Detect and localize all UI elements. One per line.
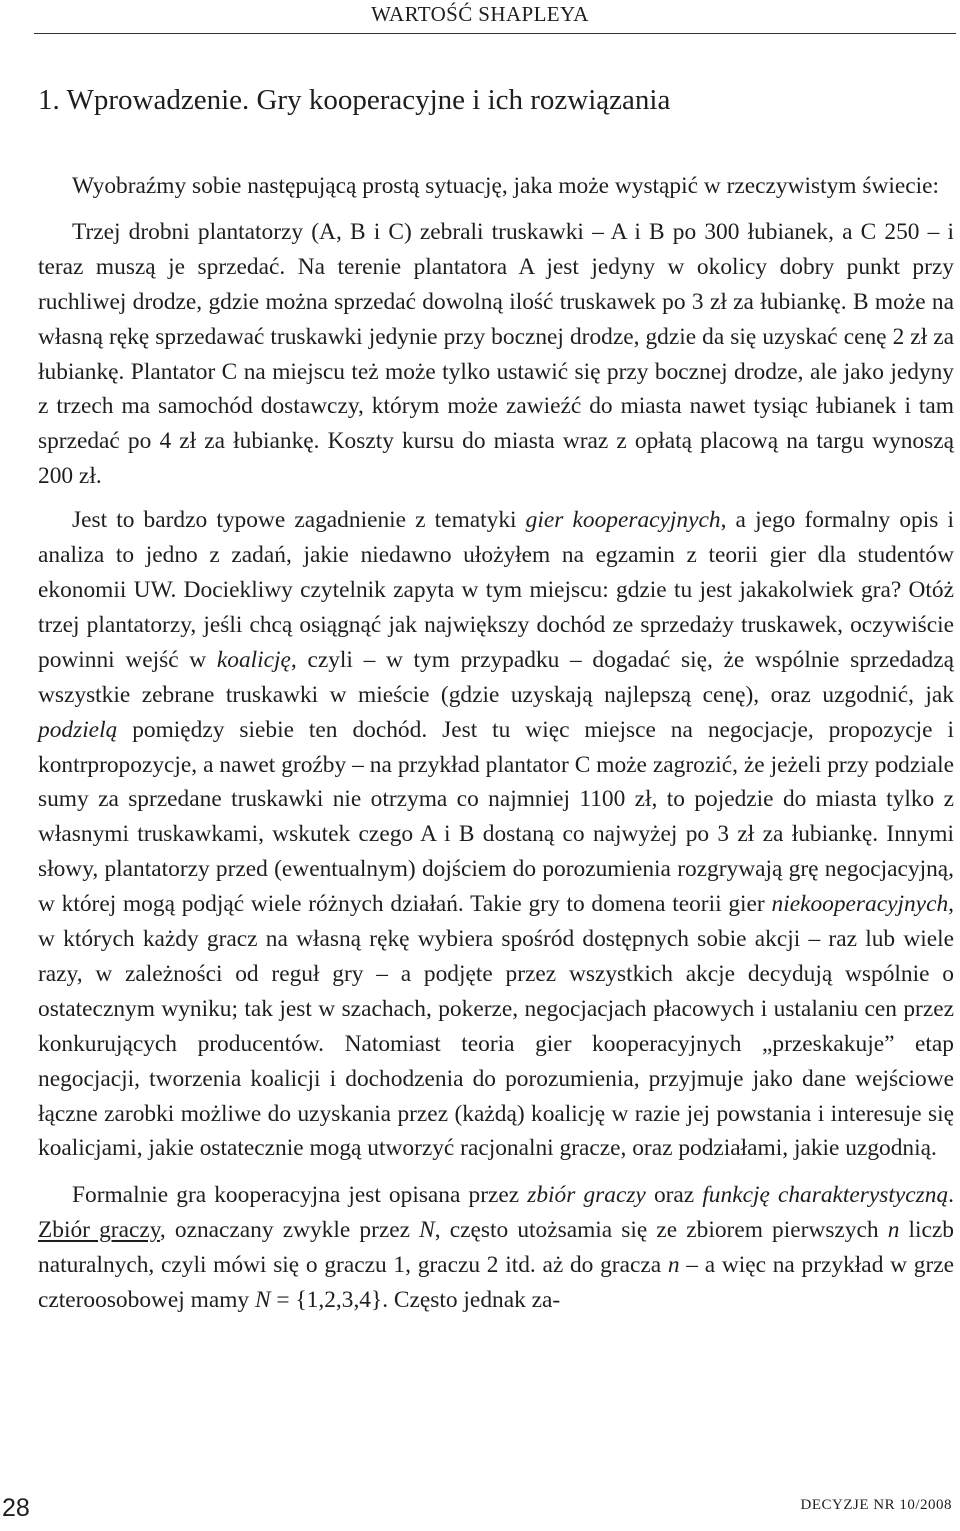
text-span: , w których każdy gracz na własną rękę wybiera spośród dostępnych sobie akcji – raz lub wiele razy, w zależności od reguł gry – a podjęte przez wszystkich akcje decydują wspólnie o ostatecznym wyniku; tak jest w szachach, pokerze, negocjacjach płacowych i ustalaniu cen przez konkurujących producentów. Natomiast teoria gier kooperacyjnych „przeskakuje” etap negocjacji, tworzenia koalicji i dochodzenia do porozumienia, przyjmuje jako dane wejściowe łączne zarobki możliwe do uzyskania przez (każdą) koalicję w razie jej powstania i interesuje się koalicjami, jakie ostatecznie mogą utworzyć racjonalni gracze, oraz podziałami, jakie uzgodnią. <box>38 891 954 1162</box>
underlined-term: Zbiór graczy <box>38 1217 160 1244</box>
text-span: Formalnie gra kooperacyjna jest opisana przez <box>72 1182 528 1209</box>
paragraph-cooperative-games <box>38 503 954 1166</box>
text-span: , a jego formalny opis i analiza to jedno z zadań, jakie niedawno ułożyłem na egzamin z teorii gier dla studentów ekonomii UW. Dociekliwy czytelnik zapyta w tym miejscu: gdzie tu jest jakakolwiek gra? Otóż trzej plantatorzy, jeśli chcą osiągnąć jak największy dochód ze sprzedaży truskawek, oczywiście powinni wejść w <box>38 507 954 673</box>
text-span: , często utożsamia się ze zbiorem pierwszych <box>434 1217 888 1244</box>
section-title: 1. Wprowadzenie. Gry kooperacyjne i ich rozwiązania <box>38 84 671 116</box>
text-span: , czyli – w tym przypadku – dogadać się, że wspólnie sprzedadzą wszystkie zebrane truskawki w mieście (gdzie uzyskają najlepszą cenę), oraz uzgodnić, jak <box>38 646 954 708</box>
italic-symbol: n <box>887 1217 900 1244</box>
running-head: WARTOŚĆ SHAPLEYA <box>371 2 589 26</box>
text-span: liczb naturalnych, czyli mówi się o graczu 1, graczu 2 itd. aż do gracza <box>38 1217 954 1279</box>
journal-footer: DECYZJE NR 10/2008 <box>800 1497 952 1513</box>
italic-term: gier kooperacyjnych <box>525 507 721 534</box>
italic-symbol: N <box>254 1287 271 1314</box>
italic-term: zbiór graczy <box>527 1182 646 1209</box>
text-span: , oznaczany zwykle przez <box>159 1217 420 1244</box>
paragraph-formal-definition <box>38 1178 954 1318</box>
header-rule <box>34 33 956 34</box>
text-span: – a więc na przykład w grze czteroosobowej mamy <box>38 1252 955 1314</box>
paragraph-scenario: Trzej drobni plantatorzy (A, B i C) zebrali truskawki – A i B po 300 łubianek, a C 250 – i teraz muszą je sprzedać. Na terenie plantatora A jest jedyny w okolicy dobry punkt przy ruchliwej drodze, gdzie można sprzedać dowolną ilość truskawek po 3 zł za łubiankę. B może na własną rękę sprzedawać truskawki jedynie przy bocznej drodze, gdzie da się uzyskać cenę 2 zł za łubiankę. Plantator C na miejscu też może tylko ustawić się przy bocznej drodze, ale jako jedyny z trzech ma samochód dostawczy, którym może zawieźć do miasta nawet tysiąc łubianek i tam sprzedać po 4 zł za łubiankę. Koszty kursu do miasta wraz z opłatą placową na targu wynoszą 200 zł. <box>38 218 954 490</box>
text-span: = {1,2,3,4}. Często jednak za- <box>270 1287 561 1314</box>
text-span: . <box>948 1182 954 1209</box>
italic-term: koalicję <box>216 646 291 673</box>
page-number: 28 <box>2 1494 30 1522</box>
italic-symbol: n <box>667 1252 680 1279</box>
italic-term: niekooperacyjnych <box>771 891 949 918</box>
text-span: Jest to bardzo typowe zagadnienie z tematyki <box>72 507 526 534</box>
paragraph-intro: Wyobraźmy sobie następującą prostą sytuację, jaka może wystąpić w rzeczywistym świecie: <box>72 173 939 199</box>
italic-symbol: N <box>419 1217 435 1244</box>
text-span: pomiędzy siebie ten dochód. Jest tu więc miejsce na negocjacje, propozycje i kontrpropozycje, a nawet groźby – na przykład plantator C może zagrozić, że jeżeli przy podziale sumy za sprzedane truskawki nie otrzyma co najmniej 1100 zł, to pojedzie do miasta tylko z własnymi truskawkami, wskutek czego A i B dostaną co najwyżej po 3 zł za łubiankę. Innymi słowy, plantatorzy przed (ewentualnym) dojściem do porozumienia rozgrywają grę negocjacyjną, w której mogą podjąć wiele różnych działań. Takie gry to domena teorii gier <box>38 716 954 918</box>
text-span: oraz <box>645 1182 703 1209</box>
italic-term: funkcję charakterystyczną <box>702 1182 949 1209</box>
italic-term: podzielą <box>38 716 118 743</box>
main-text <box>38 169 954 1318</box>
